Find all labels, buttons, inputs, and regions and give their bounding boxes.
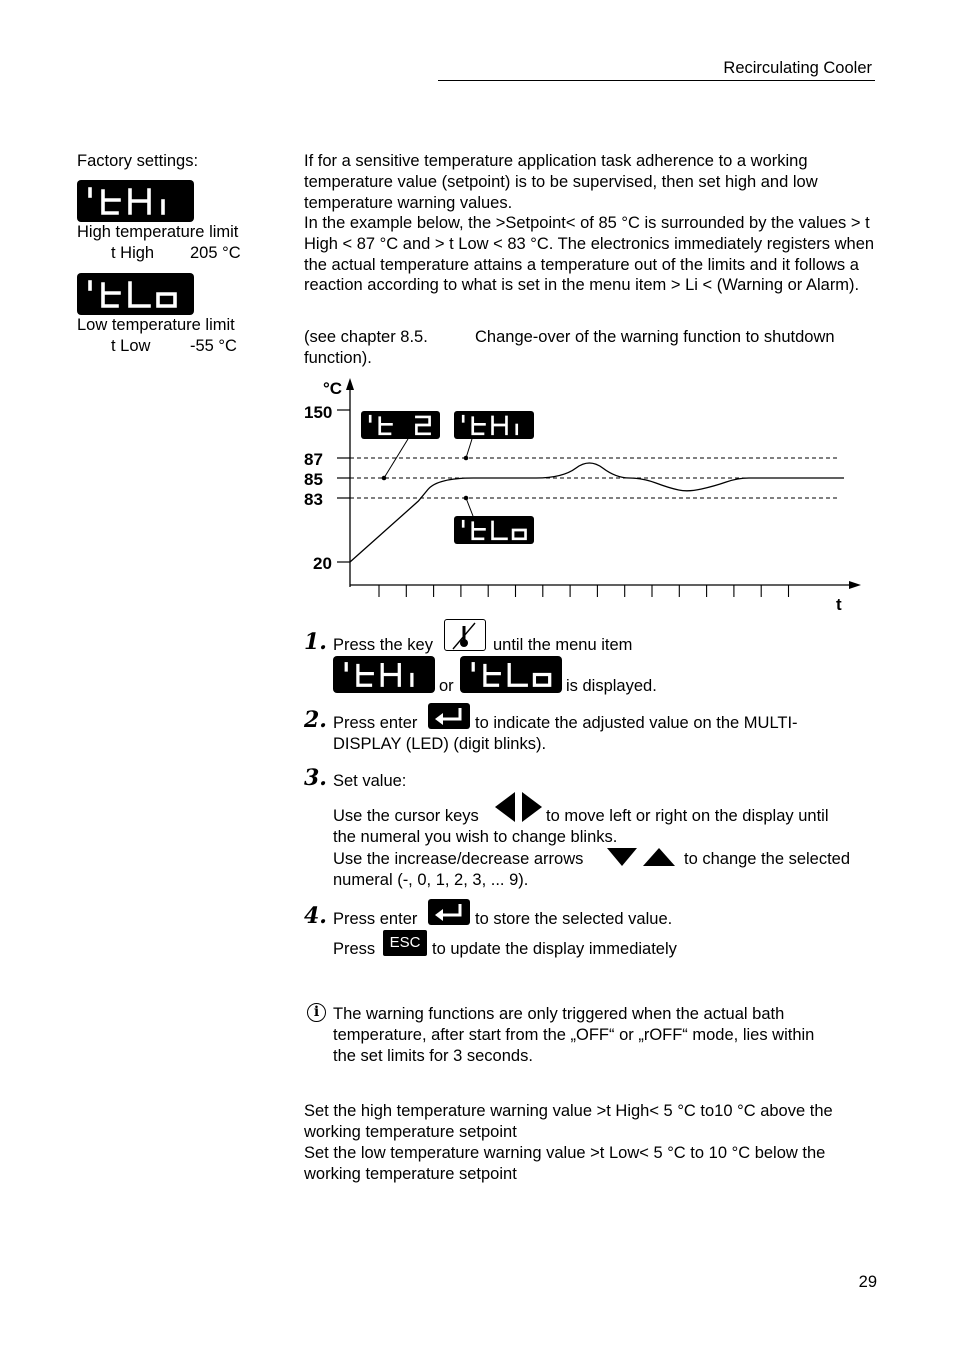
arrow-up-icon (642, 847, 676, 867)
leader-dot-setpoint (382, 476, 387, 481)
low-limit-label: Low temperature limit (77, 316, 235, 334)
info-icon: i (307, 1003, 326, 1022)
y-tick-label-87: 87 (304, 450, 323, 469)
increase-arrow[interactable] (642, 847, 676, 873)
x-axis-label: t (836, 595, 842, 614)
chapter-ref-title: Change-over of the warning function to shutdown (475, 328, 835, 346)
step-display-tLo (460, 656, 562, 693)
header-title: Recirculating Cooler (723, 59, 872, 77)
low-limit-value: -55 °C (190, 337, 237, 355)
y-tick-label-150: 150 (304, 403, 333, 422)
esc-key[interactable]: ESC (383, 929, 427, 956)
chapter-ref-end: function). (304, 349, 372, 367)
high-limit-name: t High (111, 244, 155, 262)
step-4-text-d: to update the display immediately (432, 940, 677, 958)
y-tick-label-20: 20 (313, 554, 332, 573)
display-tLo (77, 273, 194, 315)
low-limit-name: t Low (111, 337, 151, 355)
y-axis-arrow (346, 378, 354, 390)
thermometer-icon (445, 620, 485, 650)
leader-low (466, 498, 473, 516)
step-3-text-c2: to change the selected (684, 850, 851, 868)
step-4-text-b: to store the selected value. (475, 910, 673, 928)
step-1-or: or (439, 677, 454, 695)
step-display-tHi (333, 656, 435, 693)
advice-line-3: Set the low temperature warning value >t Low< 5 °C to 10 °C below the (304, 1144, 826, 1162)
step-3-text-c1: Use the increase/decrease arrows (333, 850, 584, 868)
display-tHi (77, 180, 194, 222)
arrow-down-icon (606, 847, 638, 867)
step-4-number: 4. (304, 903, 327, 929)
step-3-text-b2: to move left or right on the display until (546, 807, 829, 825)
x-axis-arrow (849, 581, 861, 589)
step-1-text-a: Press the key (333, 636, 433, 654)
step-3-text-c3: numeral (-, 0, 1, 2, 3, ... 9). (333, 871, 529, 889)
step-4-text-a: Press enter (333, 910, 418, 928)
advice-line-1: Set the high temperature warning value >t High< 5 °C to10 °C above the (304, 1102, 833, 1120)
y-tick-label-85: 85 (304, 470, 323, 489)
note-line-1: The warning functions are only triggered when the actual bath (333, 1005, 785, 1023)
header-rule (438, 80, 875, 81)
high-limit-label: High temperature limit (77, 223, 239, 241)
step-2-text-c: DISPLAY (LED) (digit blinks). (333, 735, 547, 753)
y-axis-label: °C (323, 379, 343, 398)
cursor-left-right-icon (494, 791, 544, 823)
advice-line-4: working temperature setpoint (304, 1165, 517, 1183)
high-limit-value: 205 °C (190, 244, 241, 262)
note-line-2: temperature, after start from the „OFF“ or „rOFF“ mode, lies within (333, 1026, 815, 1044)
thermometer-key[interactable] (444, 619, 486, 652)
page-number: 29 (858, 1273, 877, 1291)
leader-high (466, 439, 472, 458)
step-1-number: 1. (304, 629, 327, 655)
enter-key-store[interactable] (428, 899, 470, 927)
y-tick-label-83: 83 (304, 490, 323, 509)
step-2-text-a: Press enter (333, 714, 418, 732)
step-3-text-a: Set value: (333, 772, 407, 790)
leader-dot-low (464, 496, 469, 501)
step-3-text-b1: Use the cursor keys (333, 807, 479, 825)
step-1-text-c: is displayed. (566, 677, 657, 695)
step-1-text-b: until the menu item (493, 636, 633, 654)
step-2-number: 2. (304, 707, 327, 733)
intro-paragraph-2: In the example below, the >Setpoint< of 85 °C is surrounded by the values > t High < 87 °C and > t Low < 83 °C. The electronics immediately registers when the actual temperature attains a temperature out of the limits and it follows a reaction according to what is set in the menu item > Li < (Warning or Alarm). (304, 214, 875, 295)
leader-dot-high (464, 456, 469, 461)
temperature-chart (300, 372, 875, 620)
enter-key[interactable] (428, 703, 470, 731)
enter-icon (428, 703, 470, 729)
chapter-ref: (see chapter 8.5. (304, 328, 428, 346)
cursor-keys[interactable] (494, 791, 544, 829)
step-2-text-b: to indicate the adjusted value on the MULTI- (475, 714, 798, 732)
intro-paragraph-1: If for a sensitive temperature application task adherence to a working temperature value (setpoint) is to be supervised, then set high and low temperature warning values. (304, 152, 818, 212)
note-line-3: the set limits for 3 seconds. (333, 1047, 533, 1065)
advice-line-2: working temperature setpoint (304, 1123, 517, 1141)
decrease-arrow[interactable] (606, 847, 638, 873)
factory-settings-label: Factory settings: (77, 152, 199, 170)
step-3-number: 3. (304, 765, 327, 791)
enter-icon (428, 899, 470, 925)
step-4-text-c: Press (333, 940, 376, 958)
step-3-text-b3: the numeral you wish to change blinks. (333, 828, 618, 846)
